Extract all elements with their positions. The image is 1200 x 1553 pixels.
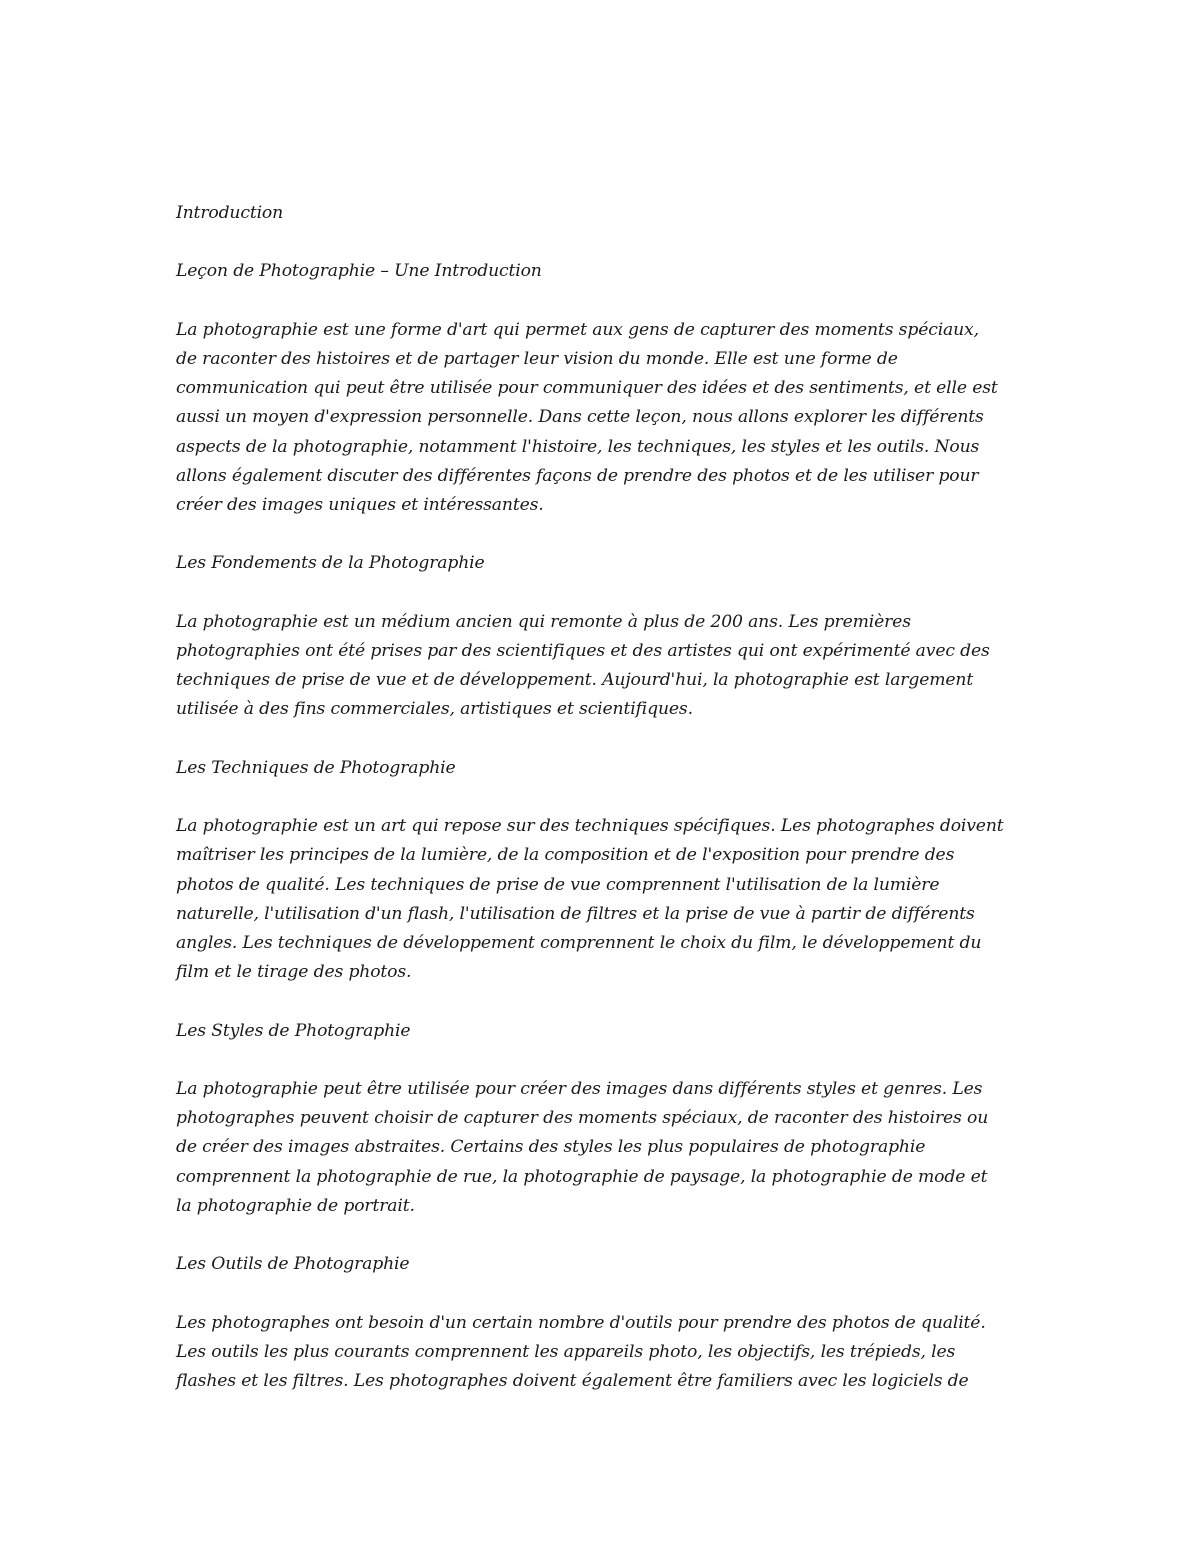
section-paragraph-outils xyxy=(176,1309,1036,1397)
text-line: maîtriser les principes de la lumière, de la composition et de l'exposition pour prendre des xyxy=(176,845,955,866)
text-line: photos de qualité. Les techniques de prise de vue comprennent l'utilisation de la lumière xyxy=(176,874,940,895)
text-line: techniques de prise de vue et de développement. Aujourd'hui, la photographie est largement xyxy=(176,670,974,691)
text-line: utilisée à des fins commerciales, artistiques et scientifiques. xyxy=(176,699,693,720)
text-line: la photographie de portrait. xyxy=(176,1195,415,1216)
text-line: créer des images uniques et intéressantes. xyxy=(176,495,544,515)
text-line: comprennent la photographie de rue, la photographie de paysage, la photographie de mode et xyxy=(176,1166,988,1187)
document-body xyxy=(176,199,1036,1425)
text-line: La photographie est un médium ancien qui remonte à plus de 200 ans. Les premières xyxy=(176,611,911,632)
section-paragraph-fondements xyxy=(176,608,1036,725)
text-line: La photographie est un art qui repose sur des techniques spécifiques. Les photographes doivent xyxy=(176,816,1004,837)
text-line: Les photographes ont besoin d'un certain nombre d'outils pour prendre des photos de qualité. xyxy=(176,1312,986,1333)
text-line: aussi un moyen d'expression personnelle. Dans cette leçon, nous allons explorer les différents xyxy=(176,407,984,428)
text-line: film et le tirage des photos. xyxy=(176,962,412,983)
section-paragraph-techniques xyxy=(176,812,1036,987)
text-line: photographes peuvent choisir de capturer des moments spéciaux, de raconter des histoires ou xyxy=(176,1108,989,1129)
text-line: Les outils les plus courants comprennent les appareils photo, les objectifs, les trépieds, les xyxy=(176,1341,956,1362)
text-line: allons également discuter des différentes façons de prendre des photos et de les utiliser pour xyxy=(176,465,979,486)
section-heading-techniques: Les Techniques de Photographie xyxy=(176,757,456,778)
section-paragraph-styles xyxy=(176,1075,1036,1221)
text-line: La photographie est une forme d'art qui permet aux gens de capturer des moments spéciaux, xyxy=(176,319,979,340)
section-heading-fondements: Les Fondements de la Photographie xyxy=(176,553,485,574)
section-heading-styles: Les Styles de Photographie xyxy=(176,1020,411,1041)
intro-paragraph xyxy=(176,316,1036,520)
document-heading: Introduction xyxy=(176,203,284,223)
text-line: communication qui peut être utilisée pour communiquer des idées et des sentiments, et elle est xyxy=(176,378,998,399)
text-line: La photographie peut être utilisée pour créer des images dans différents styles et genres. Les xyxy=(176,1078,983,1099)
text-line: flashes et les filtres. Les photographes doivent également être familiers avec les logiciels de xyxy=(176,1370,969,1391)
text-line: angles. Les techniques de développement comprennent le choix du film, le développement du xyxy=(176,932,982,953)
document-title: Leçon de Photographie – Une Introduction xyxy=(176,261,542,282)
section-heading-outils: Les Outils de Photographie xyxy=(176,1254,410,1275)
text-line: naturelle, l'utilisation d'un flash, l'utilisation de filtres et la prise de vue à partir de différents xyxy=(176,903,975,924)
text-line: de raconter des histoires et de partager leur vision du monde. Elle est une forme de xyxy=(176,348,898,369)
text-line: aspects de la photographie, notamment l'histoire, les techniques, les styles et les outils. Nous xyxy=(176,436,980,457)
text-line: photographies ont été prises par des scientifiques et des artistes qui ont expérimenté avec des xyxy=(176,640,990,661)
text-line: de créer des images abstraites. Certains des styles les plus populaires de photographie xyxy=(176,1137,926,1158)
